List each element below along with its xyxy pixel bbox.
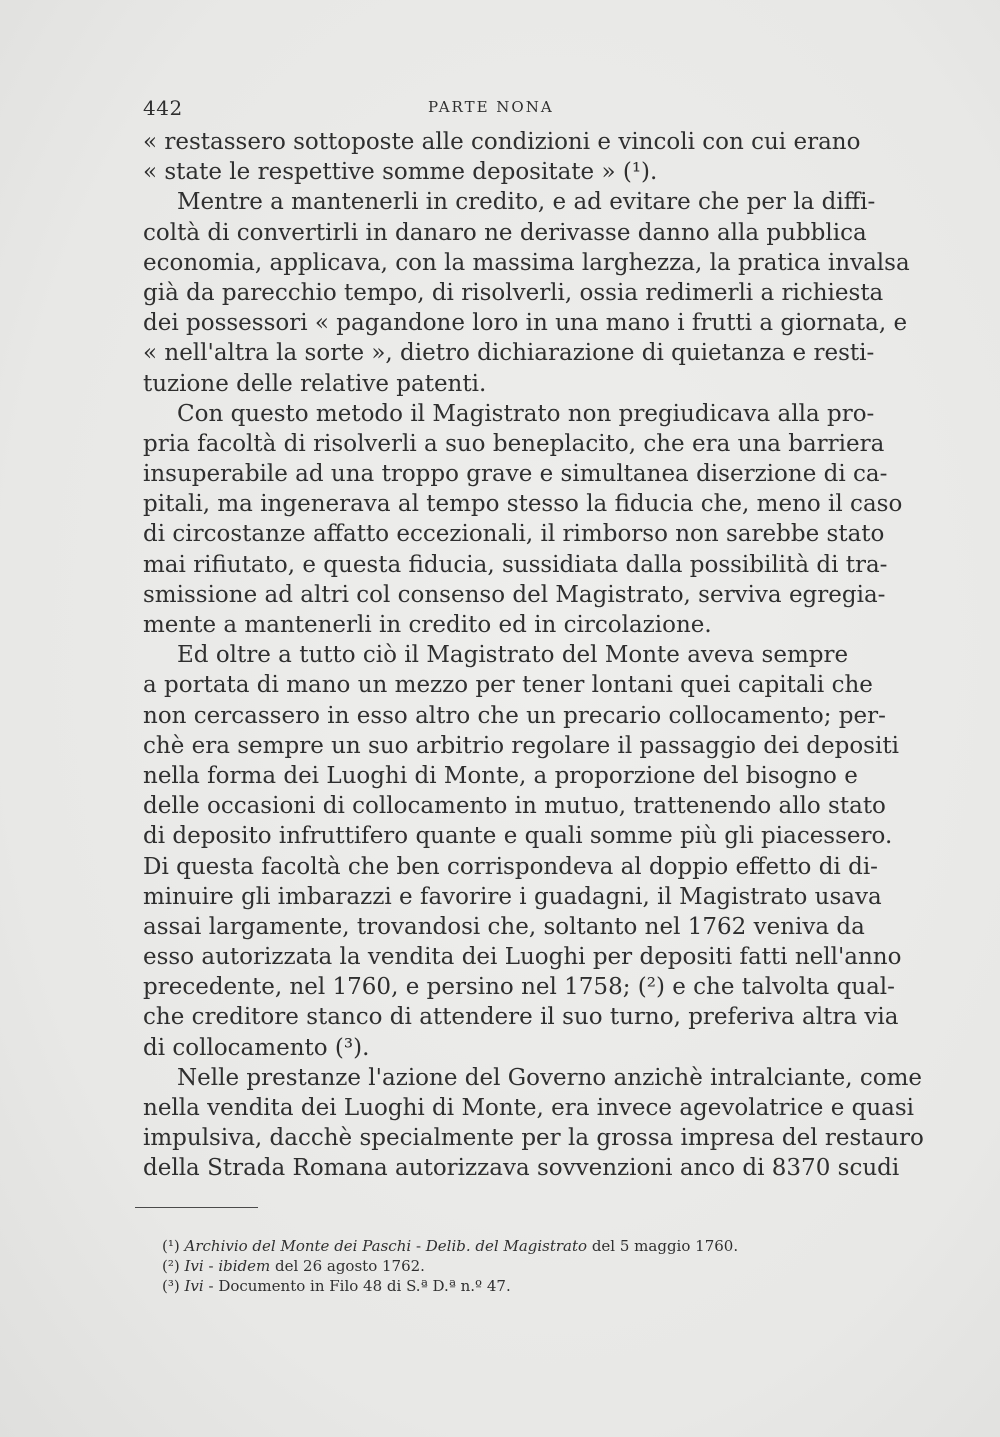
text-line: di deposito infruttifero quante e quali somme più gli piacessero. xyxy=(143,823,893,850)
text-line: « restassero sottoposte alle condizioni e vincoli con cui erano xyxy=(143,129,861,155)
text-line: coltà di convertirli in danaro ne derivasse danno alla pubblica xyxy=(143,219,867,246)
text-line: della Strada Romana autorizzava sovvenzioni anco di 8370 scudi xyxy=(143,1155,900,1182)
text-line: Di questa facoltà che ben corrispondeva al doppio effetto di di- xyxy=(143,853,878,880)
text-line: insuperabile ad una troppo grave e simultanea diserzione di ca- xyxy=(143,461,888,488)
text-line: precedente, nel 1760, e persino nel 1758; (²) e che talvolta qual- xyxy=(143,974,895,1001)
text-line: Con questo metodo il Magistrato non pregiudicava alla pro- xyxy=(177,400,875,427)
text-line: smissione ad altri col consenso del Magistrato, serviva egregia- xyxy=(143,581,886,608)
footnote-source: Ivi xyxy=(184,1277,204,1295)
text-line: chè era sempre un suo arbitrio regolare il passaggio dei depositi xyxy=(143,732,899,759)
text-line: pitali, ma ingenerava al tempo stesso la fiducia che, meno il caso xyxy=(143,491,903,518)
text-line: assai largamente, trovandosi che, soltanto nel 1762 veniva da xyxy=(143,913,865,940)
text-line: « state le respettive somme depositate » (¹). xyxy=(143,159,658,186)
text-line: « nell'altra la sorte », dietro dichiarazione di quietanza e resti- xyxy=(143,340,875,367)
text-line: Nelle prestanze l'azione del Governo anzichè intralciante, come xyxy=(177,1064,923,1091)
text-line: dei possessori « pagandone loro in una mano i frutti a giornata, e xyxy=(143,310,908,337)
text-line: Mentre a mantenerli in credito, e ad evitare che per la diffi- xyxy=(177,189,876,216)
footnote-source-detail: Delib. del Magistrato xyxy=(425,1237,588,1255)
running-title: PARTE NONA xyxy=(428,98,554,116)
footnote-rest: del 26 agosto 1762. xyxy=(270,1257,425,1275)
footnote-1 xyxy=(162,1236,802,1256)
text-line: mente a mantenerli in credito ed in circolazione. xyxy=(143,612,712,638)
text-line: Ed oltre a tutto ciò il Magistrato del Monte aveva sempre xyxy=(177,642,849,669)
page-header xyxy=(143,96,843,120)
text-line: a portata di mano un mezzo per tener lontani quei capitali che xyxy=(143,672,873,699)
footnote-source: Archivio del Monte dei Paschi xyxy=(184,1237,412,1255)
text-line: pria facoltà di risolverli a suo beneplacito, che era una barriera xyxy=(143,430,885,457)
text-line: economia, applicava, con la massima larghezza, la pratica invalsa xyxy=(143,249,910,276)
footnote-mark: (³) xyxy=(162,1277,180,1295)
footnote-source: Ivi xyxy=(184,1257,204,1275)
footnote-separator: - xyxy=(203,1257,219,1275)
footnote-source-detail: ibidem xyxy=(218,1257,271,1275)
text-line: non cercassero in esso altro che un precario collocamento; per- xyxy=(143,702,886,729)
text-line: impulsiva, dacchè specialmente per la grossa impresa del restauro xyxy=(143,1125,924,1152)
text-line: di circostanze affatto eccezionali, il rimborso non sarebbe stato xyxy=(143,521,885,548)
footnote-separator: - xyxy=(411,1237,426,1255)
footnote-divider xyxy=(135,1207,258,1208)
text-line: minuire gli imbarazzi e favorire i guadagni, il Magistrato usava xyxy=(143,883,882,910)
text-line: tuzione delle relative patenti. xyxy=(143,370,487,397)
body-text xyxy=(143,127,924,1184)
footnote-3 xyxy=(162,1276,802,1296)
footnote-rest: del 5 maggio 1760. xyxy=(587,1237,739,1255)
text-line: già da parecchio tempo, di risolverli, ossia redimerli a richiesta xyxy=(143,279,884,306)
footnote-rest: Documento in Filo 48 di S.ª D.ª n.º 47. xyxy=(218,1277,511,1295)
text-line: che creditore stanco di attendere il suo turno, preferiva altra via xyxy=(143,1004,899,1031)
page-number: 442 xyxy=(143,96,183,120)
footnote-mark: (²) xyxy=(162,1257,180,1275)
footnote-separator: - xyxy=(203,1277,219,1295)
text-line: nella forma dei Luoghi di Monte, a proporzione del bisogno e xyxy=(143,762,858,789)
footnotes xyxy=(162,1236,802,1296)
text-line: delle occasioni di collocamento in mutuo, trattenendo allo stato xyxy=(143,793,886,820)
text-line: di collocamento (³). xyxy=(143,1034,370,1061)
text-line: nella vendita dei Luoghi di Monte, era invece agevolatrice e quasi xyxy=(143,1095,915,1121)
text-line: esso autorizzata la vendita dei Luoghi per depositi fatti nell'anno xyxy=(143,944,902,971)
footnote-2 xyxy=(162,1256,802,1276)
footnote-mark: (¹) xyxy=(162,1237,180,1255)
text-line: mai rifiutato, e questa fiducia, sussidiata dalla possibilità di tra- xyxy=(143,551,888,578)
